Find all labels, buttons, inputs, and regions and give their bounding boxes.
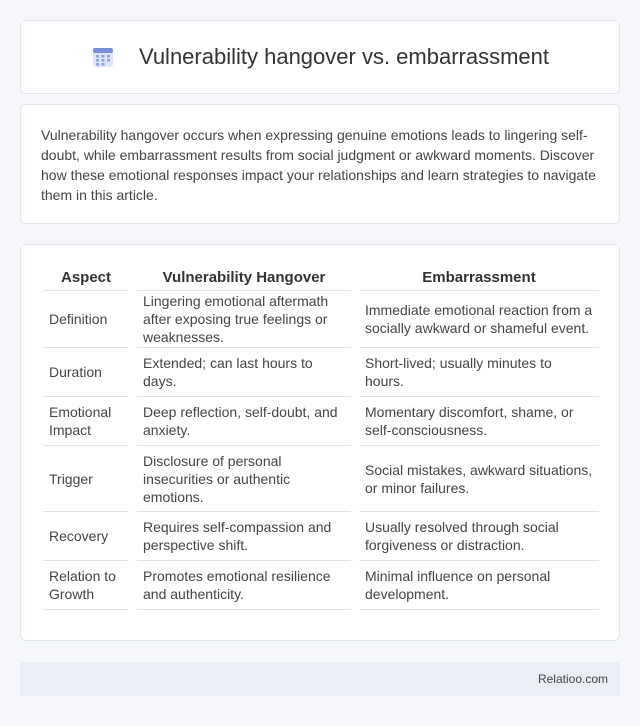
row-aspect: Duration: [43, 348, 133, 397]
table-row: [43, 397, 599, 446]
intro-card: [20, 104, 620, 224]
footer: [20, 662, 620, 696]
table-row: [43, 446, 599, 512]
row-embarrassment: Minimal influence on personal development.: [355, 561, 599, 610]
header-vulnerability-hangover: Vulnerability Hangover: [133, 265, 355, 291]
header-embarrassment: Embarrassment: [355, 265, 599, 291]
row-embarrassment: Short-lived; usually minutes to hours.: [355, 348, 599, 397]
row-aspect: Recovery: [43, 512, 133, 561]
table-row: [43, 561, 599, 610]
row-vulnerability: Deep reflection, self-doubt, and anxiety.: [133, 397, 355, 446]
row-embarrassment: Momentary discomfort, shame, or self-consciousness.: [355, 397, 599, 446]
row-vulnerability: Requires self-compassion and perspective shift.: [133, 512, 355, 561]
row-vulnerability: Lingering emotional aftermath after exposing true feelings or weaknesses.: [133, 291, 355, 348]
table-row: [43, 348, 599, 397]
row-aspect: Trigger: [43, 446, 133, 512]
row-aspect: Emotional Impact: [43, 397, 133, 446]
row-vulnerability: Promotes emotional resilience and authenticity.: [133, 561, 355, 610]
table-row: [43, 291, 599, 348]
header-aspect: Aspect: [43, 265, 133, 291]
row-embarrassment: Immediate emotional reaction from a socially awkward or shameful event.: [355, 291, 599, 348]
row-aspect: Definition: [43, 291, 133, 348]
footer-brand[interactable]: Relatioo.com: [537, 672, 608, 686]
table-header-row: [43, 265, 599, 291]
comparison-table: [43, 265, 599, 610]
page-title: Vulnerability hangover vs. embarrassment: [138, 44, 550, 69]
row-embarrassment: Social mistakes, awkward situations, or minor failures.: [355, 446, 599, 512]
row-vulnerability: Extended; can last hours to days.: [133, 348, 355, 397]
title-card: [20, 20, 620, 94]
row-aspect: Relation to Growth: [43, 561, 133, 610]
table-row: [43, 512, 599, 561]
comparison-card: [20, 244, 620, 641]
intro-text: Vulnerability hangover occurs when expressing genuine emotions leads to lingering self-doubt, while embarrassment results from social judgment or awkward moments. Discover how these emotional responses impact your relationships and learn strategies to navigate them in this article.: [41, 127, 596, 203]
row-embarrassment: Usually resolved through social forgiveness or distraction.: [355, 512, 599, 561]
calendar-icon: [91, 45, 115, 69]
row-vulnerability: Disclosure of personal insecurities or authentic emotions.: [133, 446, 355, 512]
